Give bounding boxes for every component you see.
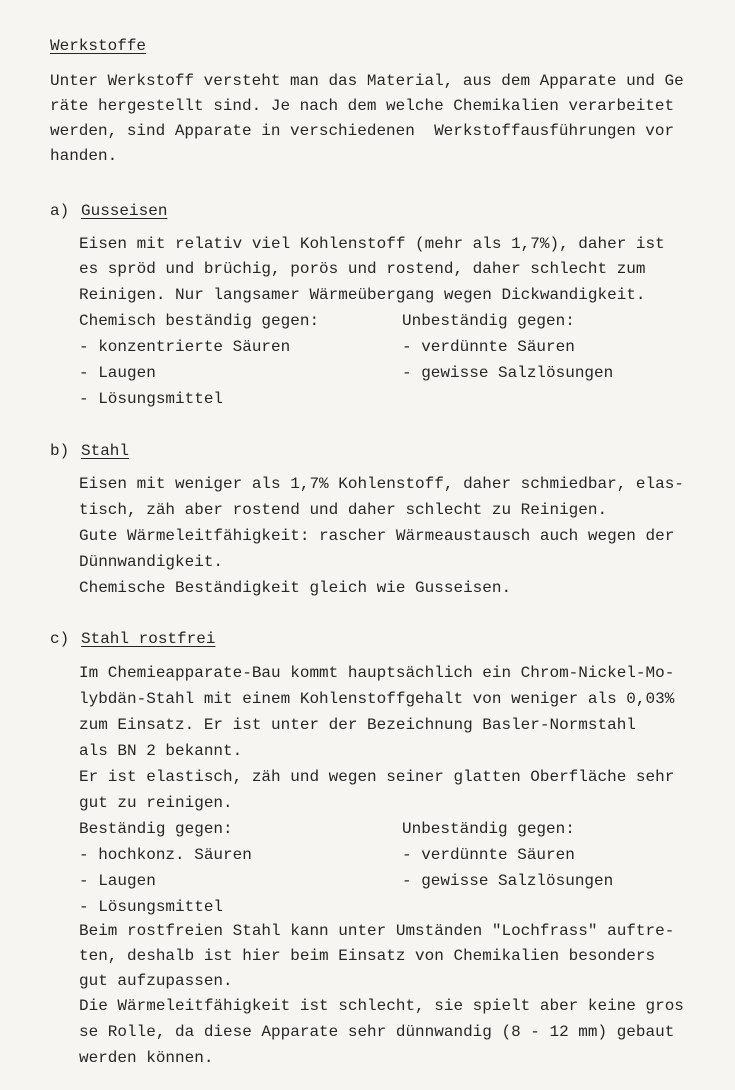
section-c-left-item: - Lösungsmittel [79, 898, 224, 916]
section-c-body-line: Er ist elastisch, zäh und wegen seiner glatten Oberfläche sehr [79, 768, 675, 786]
section-a-label: a) [50, 202, 70, 220]
section-b-body-line: Gute Wärmeleitfähigkeit: rascher Wärmeaustausch auch wegen der [79, 527, 675, 545]
intro-line: räte hergestellt sind. Je nach dem welche Chemikalien verarbeitet [50, 97, 675, 115]
section-c-body-line: Im Chemieapparate-Bau kommt hauptsächlich ein Chrom-Nickel-Mo- [79, 664, 675, 682]
section-c-left-item: - hochkonz. Säuren [79, 846, 252, 864]
section-c-body2-line: werden können. [79, 1049, 214, 1067]
section-c-body-line: lybdän-Stahl mit einem Kohlenstoffgehalt von weniger als 0,03% [79, 690, 675, 708]
section-c-label: c) [50, 630, 70, 648]
section-a-right-header: Unbeständig gegen: [402, 312, 575, 330]
section-c-body2-line: gut aufzupassen. [79, 972, 233, 990]
section-a-right-item: - verdünnte Säuren [402, 338, 575, 356]
section-c-left-header: Beständig gegen: [79, 820, 233, 838]
section-a-right-item: - gewisse Salzlösungen [402, 364, 614, 382]
section-c-body2-line: Beim rostfreien Stahl kann unter Umständen "Lochfrass" auftre- [79, 922, 675, 940]
section-c-heading: Stahl rostfrei [81, 630, 216, 648]
section-c-left-item: - Laugen [79, 872, 156, 890]
section-a-body-line: es spröd und brüchig, porös und rostend, daher schlecht zum [79, 260, 646, 278]
section-c-body2-line: Die Wärmeleitfähigkeit ist schlecht, sie spielt aber keine gros [79, 997, 684, 1015]
intro-line: werden, sind Apparate in verschiedenen Werkstoffausführungen vor [50, 122, 675, 140]
section-c-body-line: gut zu reinigen. [79, 794, 233, 812]
section-b-body-line: Eisen mit weniger als 1,7% Kohlenstoff, daher schmiedbar, elas- [79, 475, 684, 493]
section-c-body-line: zum Einsatz. Er ist unter der Bezeichnung Basler-Normstahl [79, 716, 636, 734]
section-a-left-item: - Lösungsmittel [79, 390, 224, 408]
intro-line: Unter Werkstoff versteht man das Material, aus dem Apparate und Ge [50, 72, 684, 90]
section-c-body-line: als BN 2 bekannt. [79, 742, 243, 760]
section-a-left-item: - konzentrierte Säuren [79, 338, 291, 356]
section-a-body-line: Reinigen. Nur langsamer Wärmeübergang wegen Dickwandigkeit. [79, 286, 646, 304]
section-b-body-line: Dünnwandigkeit. [79, 553, 224, 571]
section-c-right-item: - gewisse Salzlösungen [402, 872, 614, 890]
section-a-body-line: Eisen mit relativ viel Kohlenstoff (mehr als 1,7%), daher ist [79, 235, 665, 253]
section-c-right-item: - verdünnte Säuren [402, 846, 575, 864]
section-c-body2-line: se Rolle, da diese Apparate sehr dünnwandig (8 - 12 mm) gebaut [79, 1023, 675, 1041]
document-title: Werkstoffe [50, 37, 147, 55]
section-a-left-item: - Laugen [79, 364, 156, 382]
intro-line: handen. [50, 147, 118, 165]
section-a-heading: Gusseisen [81, 202, 168, 220]
section-b-label: b) [50, 442, 70, 460]
section-b-body-line: Chemische Beständigkeit gleich wie Gusseisen. [79, 579, 512, 597]
section-b-body-line: tisch, zäh aber rostend und daher schlecht zu Reinigen. [79, 501, 608, 519]
section-c-body2-line: ten, deshalb ist hier beim Einsatz von Chemikalien besonders [79, 947, 656, 965]
section-a-left-header: Chemisch beständig gegen: [79, 312, 320, 330]
section-c-right-header: Unbeständig gegen: [402, 820, 575, 838]
section-b-heading: Stahl [81, 442, 130, 460]
